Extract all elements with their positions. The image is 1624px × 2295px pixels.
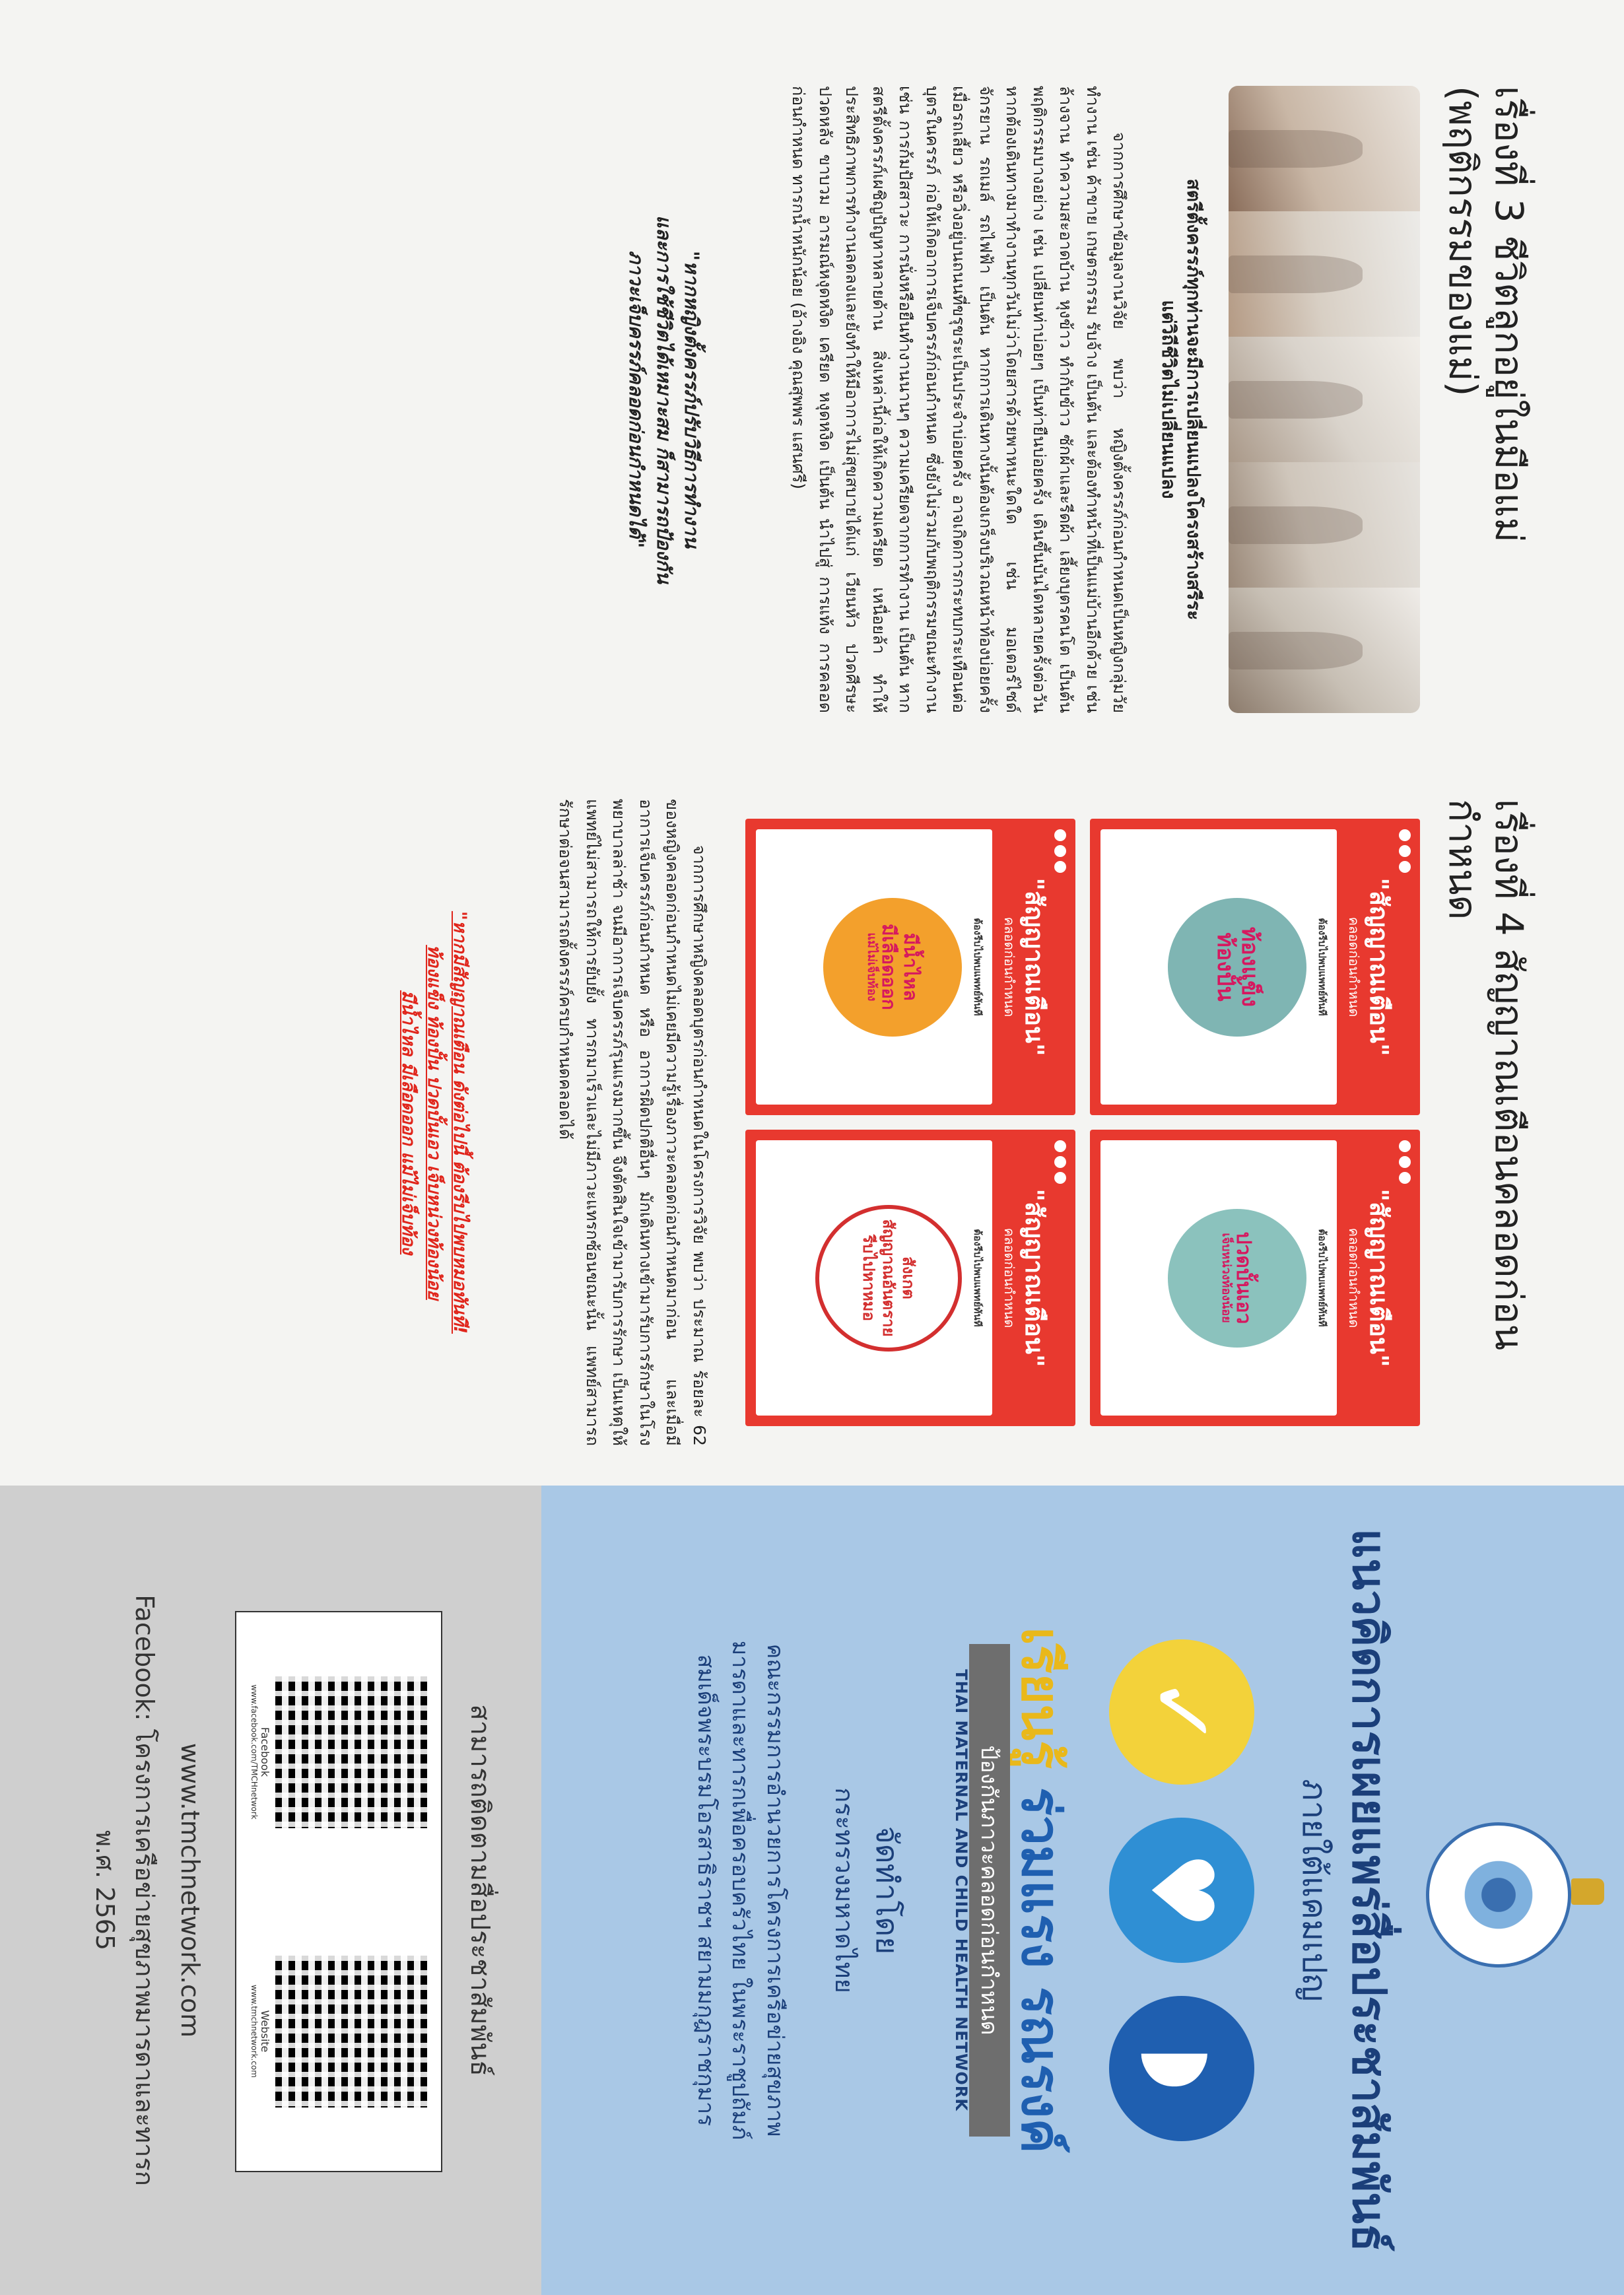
facebook-link[interactable]: Facebook: โครงการเครือข่ายสุขภาพมารดาและทารก: [130, 1594, 159, 2186]
photo-1: [1229, 86, 1420, 211]
ministry-name: กระทรวงมหาดไทย: [830, 1787, 859, 1993]
logo-icon: [1054, 1140, 1066, 1152]
story4-warning-note: [395, 799, 472, 1446]
campaign-subtitle: ภายใต้แคมเปญ: [1295, 1779, 1334, 2002]
story3-subtitle: [1156, 86, 1206, 713]
committee-line: สมเด็จพระบรมโอรสาธิราชฯ สยามมกุฎราชกุมาร: [692, 1654, 719, 2127]
campaign-tagline-en: THAI MATERNAL AND CHILD HEALTH NETWORK: [952, 1669, 970, 2111]
made-by-label: จัดทำโดย: [869, 1826, 905, 1955]
website-qr[interactable]: [250, 1956, 428, 2107]
pregnant-belly-icon: [1168, 898, 1306, 1037]
photo-4: [1229, 462, 1420, 588]
story4-title: เรื่องที่ 4 สัญญาณเตือนคลอดก่อนกำหนด: [1440, 799, 1532, 1351]
warning-note-line: "หากมีสัญญาณเตือน ดังต่อไปนี้ ต้องรีบไปพบหมอทันที!: [449, 910, 470, 1334]
poster-card: [756, 829, 992, 1105]
poster-title: "สัญญาณเตือน": [1364, 877, 1394, 1056]
poster-sign-line: ท้องแข็ง: [1236, 926, 1264, 1008]
poster-card: [1100, 1140, 1337, 1416]
poster-sign-line: สัญญาณอันตราย: [879, 1219, 898, 1337]
poster-subtitle: คลอดก่อนกำหนด: [1001, 916, 1018, 1017]
brand-campaign: ร่วมแรง รณรงค์: [1010, 1787, 1071, 2154]
committee-line: คณะกรรมการอำนวยการโครงการเครือข่ายสุขภาพ: [762, 1643, 788, 2137]
story4-body: จากการศึกษาหญิงคลอดบุตรก่อนกำหนดในโครงการวิจัย พบว่า ประมาณ ร้อยละ 62 ของหญิงคลอดก่อนกำหนดไม่เคยมีความรู้เรื่องภาวะคลอดก่อนกำหนดมาก่อน และเมื่อมีอาการเจ็บครรภ์ก่อนกำหนด หรือ อาการผิดปกติอื่นๆ มักเดินทางเข้ามารับการรักษาในโรงพยาบาลล่าช้า จนมีอาการเจ็บครรภ์รุนแรงมากขึ้น จึงตัดสินใจเข้ามารับการรักษา เป็นเหตุให้แพทย์ไม่สามารถให้การยับยั้ง ทารกมาเร็วและไม่มีภาวะแทรกซ้อนขณะนั้น แพทย์สามารถรักษาต่อจนสามารถตั้งครรภ์ครบกำหนดคลอดได้: [556, 799, 709, 1446]
campaign-brand: [999, 1486, 1083, 2295]
warning-sign-posters: [745, 819, 1420, 1426]
poster-card-head: ต้องรีบไปพบแพทย์ทันที: [1316, 918, 1329, 1016]
story3-quote-line: ภาวะเจ็บครรภ์คลอดก่อนกำหนดได้": [625, 250, 648, 549]
poster-bleeding: [745, 819, 1075, 1115]
poster-sign-line: รีบไปหาหมอ: [860, 1235, 879, 1321]
story3-body: จากการศึกษาข้อมูลงานวิจัย พบว่า หญิงตั้งครรภ์ก่อนกำหนดเป็นหญิงกลุ่มวัยทำงาน เช่น ค้าขาย เกษตรกรรม รับจ้าง เป็นต้น และต้องทำหน้าที่เป็นแม่บ้านอีกด้วย เช่น ล้างจาน ทำความสะอาดบ้าน หุงข้าว ทำกับข้าว ซักผ้าและรีดผ้า เลี้ยงบุตรคนโต เป็นต้น พฤติกรรมบางอย่าง เช่น เปลี่ยนท่าบ่อยๆ เป็นท่ายืนบ่อยครั้ง เดินขึ้นบันไดหลายครั้งต่อวัน หากต้องเดินทางมาทำงานทุกวันไม่ว่าโดยสารด้วยพาหนะใดใด เช่น มอเตอร์ไซด์ จักรยาน รถเมล์ รถไฟฟ้า เป็นต้น หากการเดินทางนั้นต้องเกร็งบริเวณหน้าท้องบ่อยครั้ง เมื่อรถเลี้ยว หรือวิ่งอยู่บนถนนที่ขรุขระเป็นประจำบ่อยครั้ง อาจเกิดการกระทบกระเทือนต่อบุตรในครรภ์ ก่อให้เกิดอาการเจ็บครรภ์ก่อนกำหนด ซึ่งยังไม่รวมกับพฤติกรรมขณะทำงาน เช่น การก้มปัสสาวะ การนั่งหรือยืนทำงานนานๆ ความเครียดจากการทำงาน เป็นต้น หากสตรีตั้งครรภ์เผชิญปัญหาหลายด้าน สิ่งเหล่านี้ก่อให้เกิดความเครียด เหนื่อยล้า ทำให้ประสิทธิภาพการทำงานลดลงและยังทำให้มีอาการไม่สุขสบายได้แก่ เวียนหัว ปวดศีรษะ ปวดหลัง ขาบวม อารมณ์หงุดหงิด เครียด หงุดหงิด เป็นต้น นำไปสู่ การแท้ง การคลอดก่อนกำหนด ทารกน้ำหนักน้อย (อ้างอิง คุณสุพพร แสนศรี): [789, 86, 1130, 713]
poster-card-head: ต้องรีบไปพบแพทย์ทันที: [972, 918, 984, 1016]
logo-icon: [1399, 861, 1411, 873]
royal-crown-icon: [1571, 1878, 1604, 1905]
photo-2: [1229, 211, 1420, 337]
logo-icon: [1054, 845, 1066, 857]
megaphone-icon: ◗: [1109, 1996, 1254, 2141]
committee-name: [688, 1538, 792, 2242]
poster-card: [1100, 829, 1337, 1105]
poster-sign-line: แม้ไม่เจ็บท้อง: [865, 932, 879, 1002]
poster-sign-line: สังเกต: [899, 1256, 918, 1299]
alarm-siren-icon: [815, 1205, 962, 1352]
story3-quote-line: และการใช้ชีวิตได้เหมาะสม ก็สามารถป้องกัน: [652, 215, 675, 584]
poster-back-pain: [1090, 1130, 1420, 1426]
photo-5: [1229, 588, 1420, 713]
poster-title: "สัญญาณเตือน": [1019, 1188, 1049, 1367]
pregnant-women-photo-strip: [1229, 86, 1420, 713]
logo-icon: [1054, 1156, 1066, 1168]
logo-icon: [1399, 1140, 1411, 1152]
poster-title: "สัญญาณเตือน": [1019, 877, 1049, 1056]
photo-3: [1229, 337, 1420, 462]
heart-icon: ♥: [1109, 1818, 1254, 1963]
qr-url: www.tmchnetwork.com: [250, 1985, 259, 2078]
blood-drop-icon: [823, 898, 962, 1037]
network-emblem-icon: [1426, 1822, 1571, 1968]
qr-code-icon: [276, 1676, 428, 1828]
contact-heading: สามารถติดตามสื่อประชาสัมพันธ์: [465, 1704, 495, 2076]
campaign-info-panel: [0, 1486, 1624, 2295]
story3-panel: [0, 0, 1624, 759]
poster-sign-line: ปวดบั้นเอว: [1232, 1231, 1256, 1324]
story4-panel: [0, 759, 1624, 1486]
qr-url: www.facebook.com/TMCHnetwork: [250, 1684, 259, 1820]
facebook-qr[interactable]: [250, 1676, 428, 1828]
story3-subtitle-line: แต่วิถีชีวิตไม่เปลี่ยนแปลง: [1158, 300, 1180, 499]
campaign-icons: [1109, 1486, 1254, 2295]
story3-quote-line: "หากหญิงตั้งครรภ์ปรับวิธีการทำงาน: [680, 250, 703, 549]
campaign-tagline: ป้องกันภาวะคลอดก่อนกำหนด: [969, 1644, 1010, 2137]
logo-icon: [1054, 861, 1066, 873]
logo-icon: [1054, 829, 1066, 841]
checkmark-icon: ✓: [1109, 1639, 1254, 1785]
poster-subtitle: คลอดก่อนกำหนด: [1346, 1227, 1363, 1328]
poster-sign-line: ท้องปั้น: [1212, 932, 1239, 1002]
poster-sign-line: มีน้ำไหล: [899, 932, 922, 1002]
logo-icon: [1399, 845, 1411, 857]
poster-card: [756, 1140, 992, 1416]
poster-card-head: ต้องรีบไปพบแพทย์ทันที: [1316, 1229, 1329, 1327]
committee-line: มารดาและทารกเพื่อครอบครัวไทย ในพระราชูปถัมภ์: [727, 1640, 754, 2141]
poster-hard-belly: [1090, 819, 1420, 1115]
qr-code-box: [235, 1611, 442, 2172]
qr-label: Website: [259, 2010, 272, 2053]
campaign-title: แนวคิดการเผยแพร่สื่อประชาสัมพันธ์: [1342, 1528, 1396, 2252]
brand-learn: เรียนรู้: [1010, 1627, 1071, 1769]
poster-see-doctor: [745, 1130, 1075, 1426]
poster-sign-line: มีเลือดออก: [878, 924, 900, 1010]
logo-icon: [1399, 1172, 1411, 1184]
logo-icon: [1399, 829, 1411, 841]
qr-label: Facebook: [259, 1727, 272, 1777]
story3-subtitle-line: สตรีตั้งครรภ์ทุกท่านจะมีการเปลี่ยนแปลงโครงสร้างสรีระ: [1182, 178, 1205, 621]
pregnant-woman-icon: [1168, 1209, 1306, 1348]
poster-subtitle: คลอดก่อนกำหนด: [1001, 1227, 1018, 1328]
website-link[interactable]: www.tmchnetwork.com: [176, 1742, 205, 2038]
logo-icon: [1054, 1172, 1066, 1184]
story3-title: เรื่องที่ 3 ชีวิตลูกอยู่ในมือแม่ (พฤติกรรมของแม่): [1440, 86, 1532, 543]
qr-code-icon: [276, 1956, 428, 2107]
logo-icon: [1399, 1156, 1411, 1168]
warning-note-line: ท้องแข็ง ท้องปั้น ปวดบั้นเอว เจ็บหน่วงท้องน้อย: [423, 945, 444, 1300]
publication-year: พ.ศ. 2565: [90, 1830, 119, 1951]
poster-title: "สัญญาณเตือน": [1364, 1188, 1394, 1367]
warning-note-line: มีน้ำไหล มีเลือดออก แม้ไม่เจ็บท้อง: [397, 990, 419, 1255]
poster-sign-line: เจ็บหน่วงท้องน้อย: [1219, 1233, 1234, 1323]
story3-quote: [623, 86, 706, 713]
poster-subtitle: คลอดก่อนกำหนด: [1346, 916, 1363, 1017]
poster-card-head: ต้องรีบไปพบแพทย์ทันที: [972, 1229, 984, 1327]
